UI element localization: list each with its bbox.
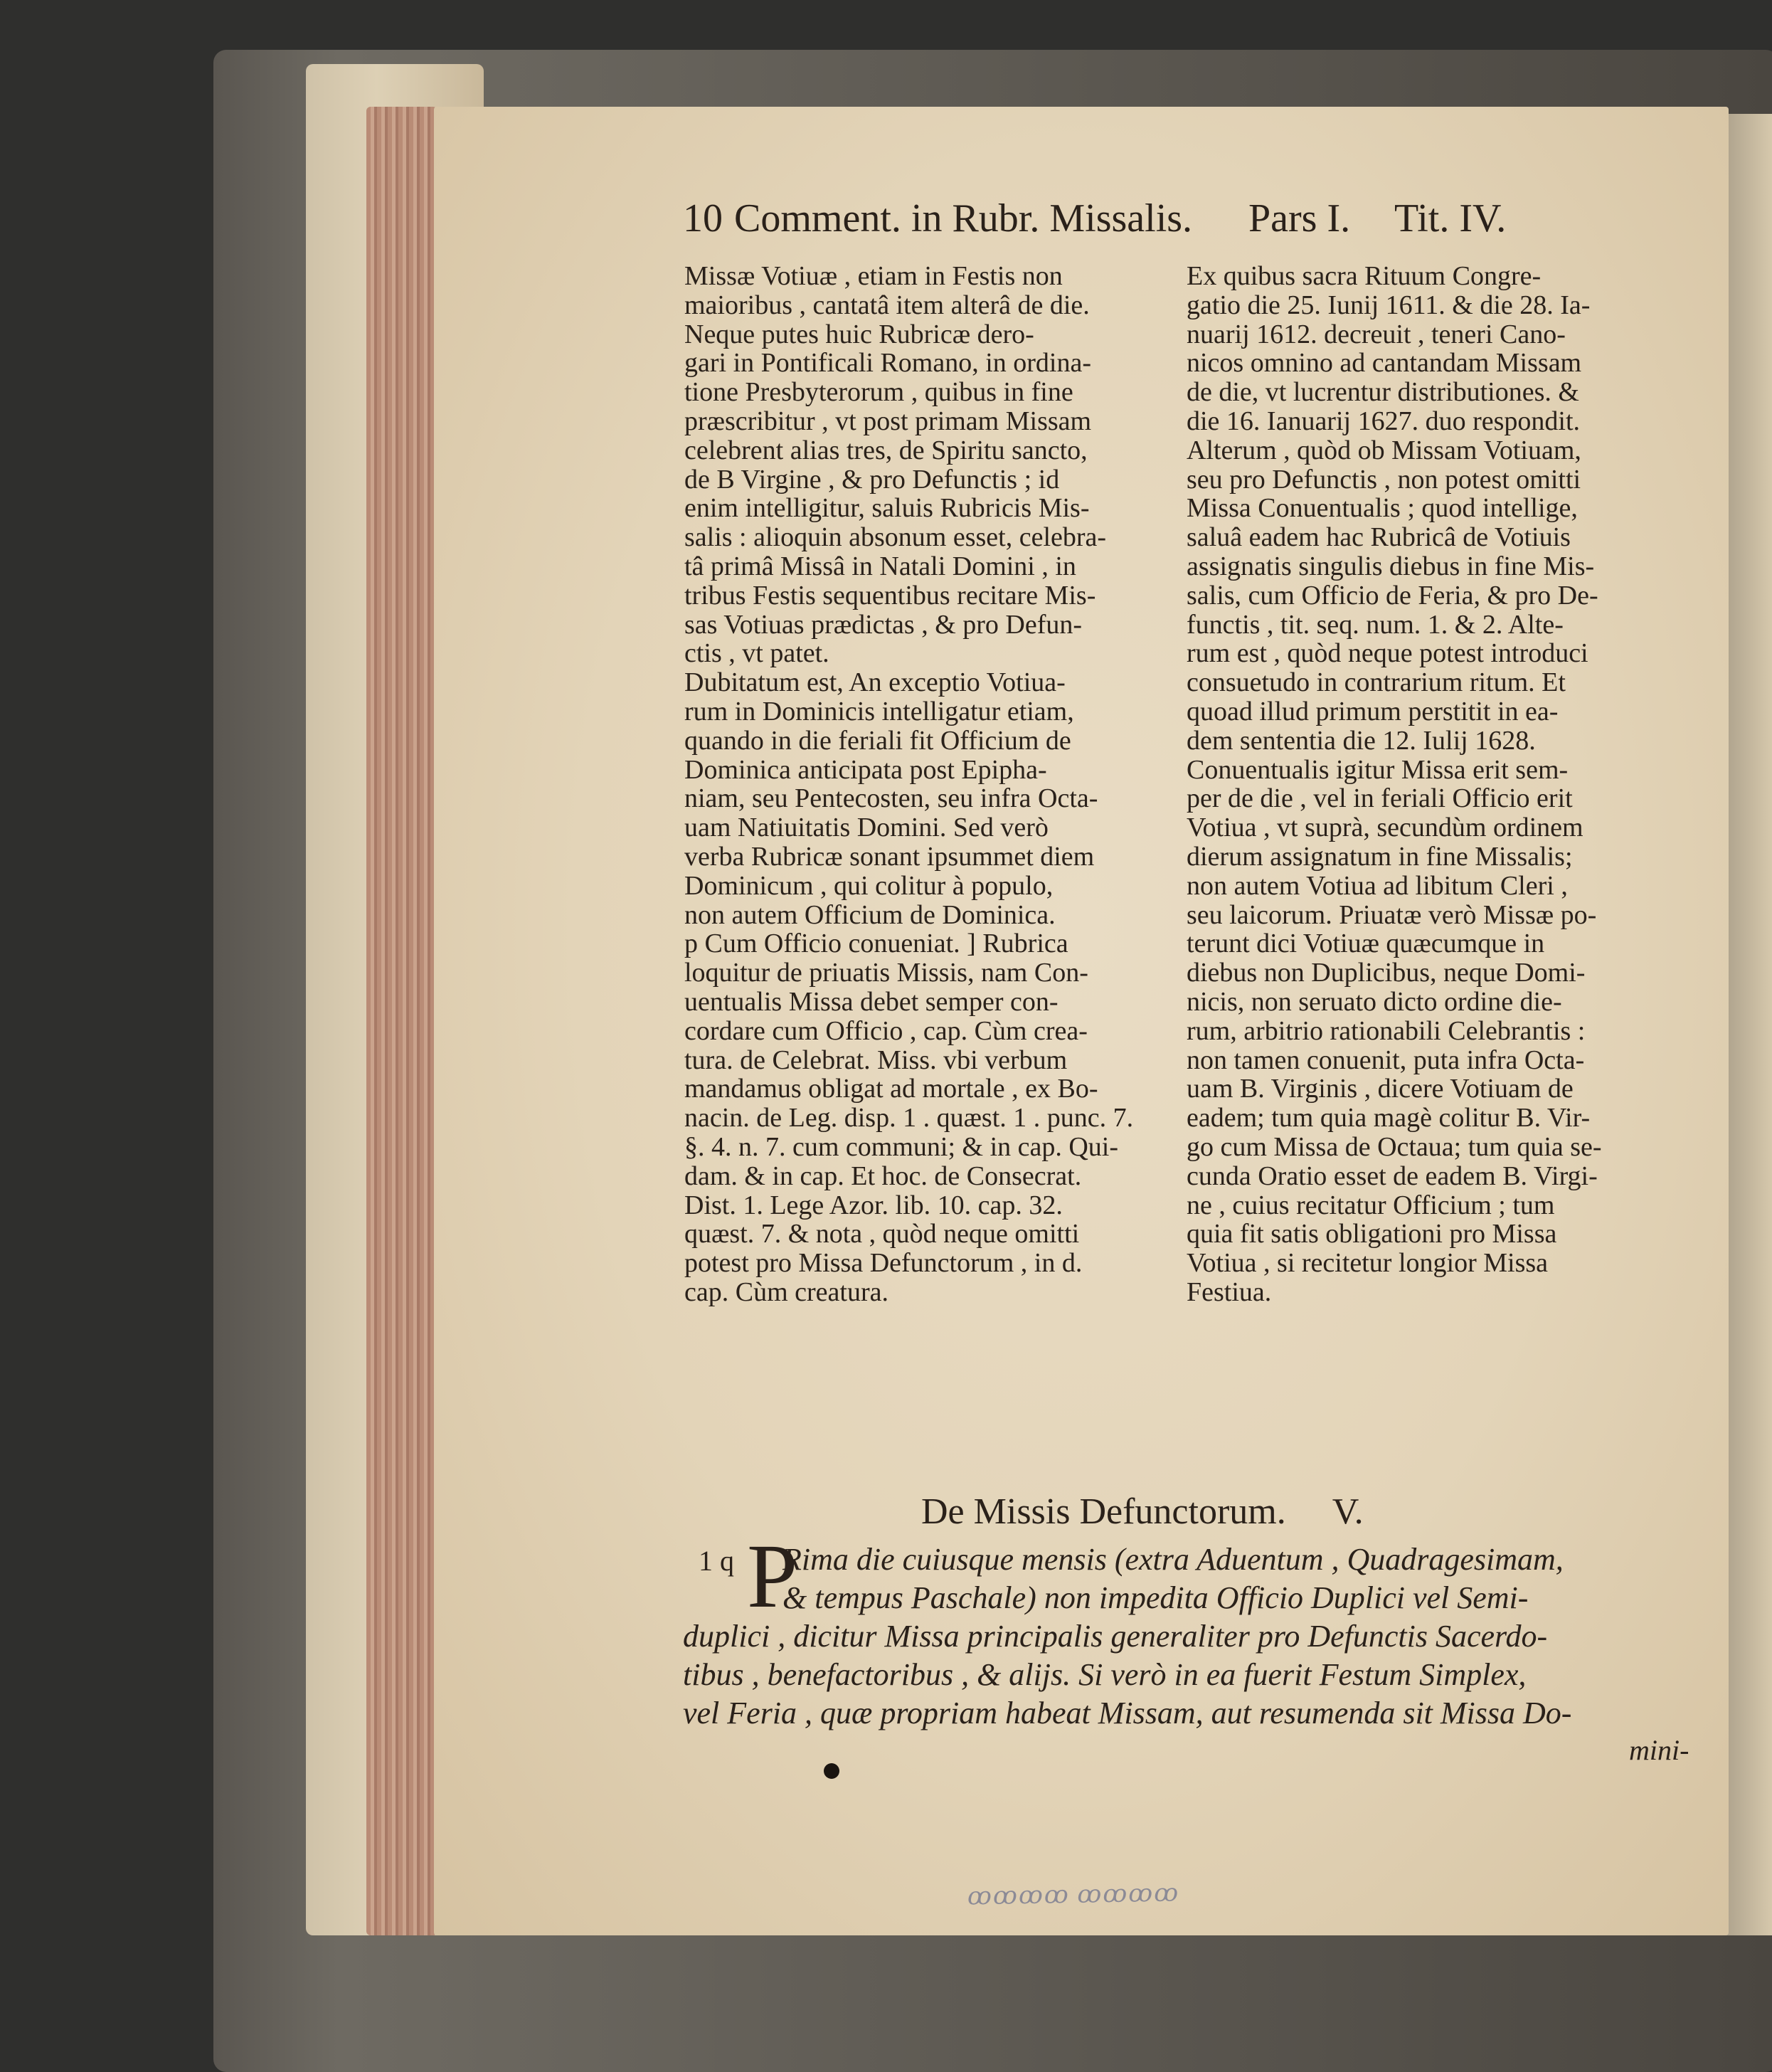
- text-line: terunt dici Votiuæ quæcumque in: [1187, 929, 1545, 959]
- text-line: Missæ Votiuæ , etiam in Festis non: [684, 261, 1063, 291]
- text-line: seu pro Defunctis , non potest omitti: [1187, 464, 1581, 495]
- text-line: gatio die 25. Iunij 1611. & die 28. Ia-: [1187, 290, 1591, 320]
- text-line: dam. & in cap. Et hoc. de Consecrat.: [684, 1161, 1082, 1191]
- text-line: de B Virgine , & pro Defunctis ; id: [684, 464, 1060, 495]
- text-line: nicos omnino ad cantandam Missam: [1187, 348, 1582, 379]
- text-line: gari in Pontificali Romano, in ordina-: [684, 348, 1092, 379]
- text-line: Festiua.: [1187, 1276, 1272, 1307]
- text-line: salis, cum Officio de Feria, & pro De-: [1187, 580, 1598, 610]
- ink-dot: [824, 1763, 839, 1779]
- section-number: V.: [1332, 1491, 1364, 1532]
- text-line: sas Votiuas prædictas , & pro Defun-: [684, 609, 1083, 640]
- text-line: rum est , quòd neque potest introduci: [1187, 638, 1588, 669]
- section-heading: [921, 1491, 1364, 1533]
- text-line: salis : alioquin absonum esset, celebra-: [684, 522, 1107, 553]
- text-line: consuetudo in contrarium ritum. Et: [1187, 667, 1566, 698]
- text-line: tâ primâ Missâ in Natali Domini , in: [684, 551, 1076, 581]
- text-line: rum, arbitrio rationabili Celebrantis :: [1187, 1015, 1586, 1046]
- text-line: cunda Oratio esset de eadem B. Virgi-: [1187, 1161, 1598, 1191]
- text-line: p Cum Officio conueniat. ] Rubrica: [684, 929, 1068, 959]
- text-line: dierum assignatum in fine Missalis;: [1187, 841, 1573, 872]
- red-page-edge: [366, 107, 437, 1935]
- text-line: saluâ eadem hac Rubricâ de Votiuis: [1187, 522, 1571, 553]
- text-line: non autem Votiua ad libitum Cleri ,: [1187, 870, 1568, 901]
- text-line: tione Presbyterorum , quibus in fine: [684, 377, 1073, 408]
- text-line: Ex quibus sacra Rituum Congre-: [1187, 261, 1542, 291]
- drop-cap: P: [747, 1526, 798, 1627]
- text-line: cap. Cùm creatura.: [684, 1276, 888, 1307]
- text-line: verba Rubricæ sonant ipsummet diem: [684, 841, 1095, 872]
- text-line: ctis , vt patet.: [684, 638, 829, 669]
- text-line: non autem Officium de Dominica.: [684, 899, 1056, 930]
- text-line: uam B. Virginis , dicere Votiuam de: [1187, 1074, 1574, 1104]
- section-line: & tempus Paschale) non impedita Officio Duplici vel Semi-: [782, 1580, 1529, 1615]
- section-line: vel Feria , quæ propriam habeat Missam, aut resumenda sit Missa Do-: [683, 1696, 1572, 1730]
- text-line: tribus Festis sequentibus recitare Mis-: [684, 580, 1096, 610]
- text-line: non tamen conuenit, puta infra Octa-: [1187, 1045, 1585, 1075]
- left-column: [684, 262, 1161, 1307]
- text-line: nicis, non seruato dicto ordine die-: [1187, 986, 1562, 1017]
- text-line: Missa Conuentualis ; quod intellige,: [1187, 493, 1578, 524]
- text-line: niam, seu Pentecosten, seu infra Octa-: [684, 783, 1098, 814]
- text-line: die 16. Ianuarij 1627. duo respondit.: [1187, 406, 1581, 436]
- right-column: [1187, 262, 1656, 1307]
- text-line: ne , cuius recitatur Officium ; tum: [1187, 1190, 1555, 1220]
- section-body: [683, 1540, 1657, 1733]
- text-line: quoad illud primum perstitit in ea-: [1187, 696, 1559, 726]
- running-header: [683, 194, 1572, 243]
- text-line: celebrent alias tres, de Spiritu sancto,: [684, 435, 1088, 465]
- text-line: quia fit satis obligationi pro Missa: [1187, 1219, 1557, 1249]
- text-line: Dubitatum est, An exceptio Votiua-: [684, 667, 1066, 698]
- text-line: per de die , vel in feriali Officio erit: [1187, 783, 1573, 814]
- text-line: Votiua , si recitetur longior Missa: [1187, 1248, 1549, 1279]
- text-line: maioribus , cantatâ item alterâ de die.: [684, 290, 1090, 320]
- text-line: Conuentualis igitur Missa erit sem-: [1187, 754, 1569, 785]
- text-line: Dominicum , qui colitur à populo,: [684, 870, 1054, 901]
- note-marker: 1 q: [699, 1545, 734, 1577]
- section-line: duplici , dicitur Missa principalis generaliter pro Defunctis Sacerdo-: [683, 1619, 1548, 1654]
- text-line: quando in die feriali fit Officium de: [684, 725, 1071, 756]
- text-line: Alterum , quòd ob Missam Votiuam,: [1187, 435, 1581, 465]
- text-line: enim intelligitur, saluis Rubricis Mis-: [684, 493, 1090, 524]
- running-title: Comment. in Rubr. Missalis.: [734, 196, 1193, 240]
- section-title: De Missis Defunctorum.: [921, 1491, 1286, 1532]
- text-line: Votiua , vt suprà, secundùm ordinem: [1187, 813, 1583, 843]
- text-line: assignatis singulis diebus in fine Mis-: [1187, 551, 1595, 581]
- part-label: Pars I.: [1248, 196, 1351, 240]
- text-line: cordare cum Officio , cap. Cùm crea-: [684, 1015, 1088, 1046]
- text-line: eadem; tum quia magè colitur B. Vir-: [1187, 1103, 1591, 1133]
- text-line: Neque putes huic Rubricæ dero-: [684, 319, 1034, 349]
- section-line: Rima die cuiusque mensis (extra Aduentum , Quadragesimam,: [782, 1542, 1564, 1577]
- text-line: diebus non Duplicibus, neque Domi-: [1187, 958, 1586, 988]
- text-line: nacin. de Leg. disp. 1 . quæst. 1 . punc. 7.: [684, 1103, 1134, 1133]
- text-line: præscribitur , vt post primam Missam: [684, 406, 1092, 436]
- text-line: functis , tit. seq. num. 1. & 2. Alte-: [1187, 609, 1564, 640]
- section-line: tibus , benefactoribus , & alijs. Si verò in ea fuerit Festum Simplex,: [683, 1657, 1527, 1692]
- text-line: mandamus obligat ad mortale , ex Bo-: [684, 1074, 1098, 1104]
- text-line: Dominica anticipata post Epipha-: [684, 754, 1047, 785]
- text-line: rum in Dominicis intelligatur etiam,: [684, 696, 1074, 726]
- text-line: tura. de Celebrat. Miss. vbi verbum: [684, 1045, 1068, 1075]
- title-number: Tit. IV.: [1394, 196, 1507, 240]
- pencil-shelfmark: ꝏꝏꝏꝏ ꝏꝏꝏꝏ: [967, 1880, 1180, 1910]
- text-line: §. 4. n. 7. cum communi; & in cap. Qui-: [684, 1131, 1119, 1162]
- text-line: uam Natiuitatis Domini. Sed verò: [684, 813, 1049, 843]
- text-line: potest pro Missa Defunctorum , in d.: [684, 1248, 1083, 1279]
- text-line: uentualis Missa debet semper con-: [684, 986, 1059, 1017]
- text-line: dem sententia die 12. Iulij 1628.: [1187, 725, 1536, 756]
- catchword: mini-: [1629, 1734, 1689, 1766]
- text-line: loquitur de priuatis Missis, nam Con-: [684, 958, 1088, 988]
- text-line: nuarij 1612. decreuit , teneri Cano-: [1187, 319, 1566, 349]
- text-line: Dist. 1. Lege Azor. lib. 10. cap. 32.: [684, 1190, 1063, 1220]
- text-line: go cum Missa de Octaua; tum quia se-: [1187, 1131, 1602, 1162]
- text-line: quæst. 7. & nota , quòd neque omitti: [684, 1219, 1080, 1249]
- text-line: de die, vt lucrentur distributiones. &: [1187, 377, 1579, 408]
- page-number: 10: [683, 196, 723, 240]
- text-line: seu laicorum. Priuatæ verò Missæ po-: [1187, 899, 1597, 930]
